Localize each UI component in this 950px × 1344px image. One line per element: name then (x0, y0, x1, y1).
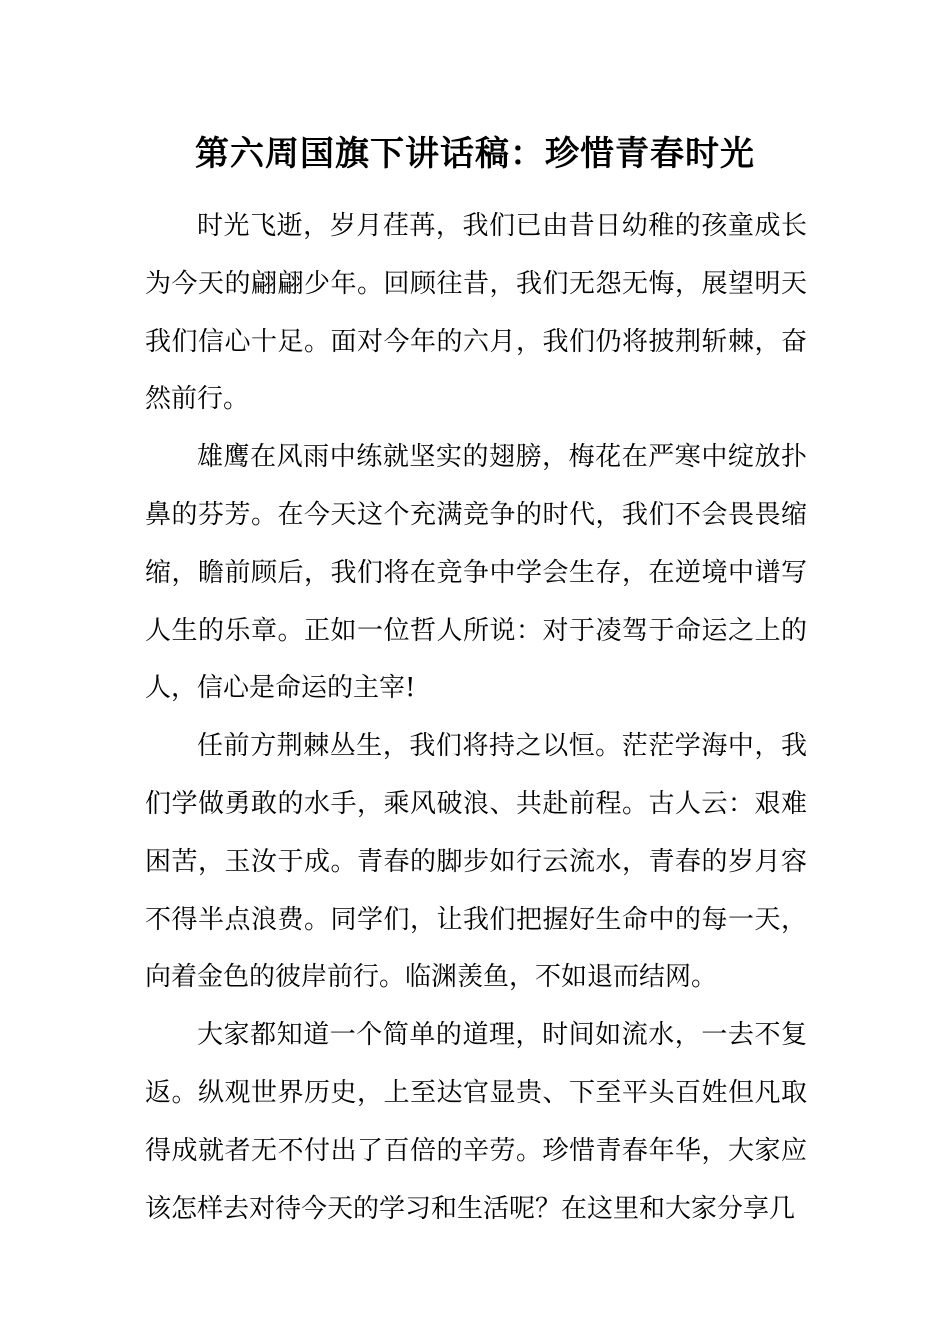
document-title: 第六周国旗下讲话稿：珍惜青春时光 (195, 134, 755, 174)
paragraph: 时光飞逝，岁月荏苒，我们已由昔日幼稚的孩童成长为今天的翩翩少年。回顾往昔，我们无怨无悔，展望明天我们信心十足。面对今年的六月，我们仍将披荆斩棘，奋然前行。 (145, 211, 807, 415)
document-body (145, 198, 807, 1238)
paragraph: 大家都知道一个简单的道理，时间如流水，一去不复返。纵观世界历史，上至达官显贵、下至平头百姓但凡取得成就者无不付出了百倍的辛劳。珍惜青春年华，大家应该怎样去对待今天的学习和生活呢？在这里和大家分享几 (145, 1020, 807, 1224)
paragraph: 任前方荆棘丛生，我们将持之以恒。茫茫学海中，我们学做勇敢的水手，乘风破浪、共赴前程。古人云：艰难困苦，玉汝于成。青春的脚步如行云流水，青春的岁月容不得半点浪费。同学们，让我们把握好生命中的每一天，向着金色的彼岸前行。临渊羡鱼，不如退而结网。 (145, 731, 807, 993)
paragraph: 雄鹰在风雨中练就坚实的翅膀，梅花在严寒中绽放扑鼻的芬芳。在今天这个充满竞争的时代，我们不会畏畏缩缩，瞻前顾后，我们将在竞争中学会生存，在逆境中谱写人生的乐章。正如一位哲人所说：对于凌驾于命运之上的人，信心是命运的主宰! (145, 442, 807, 704)
